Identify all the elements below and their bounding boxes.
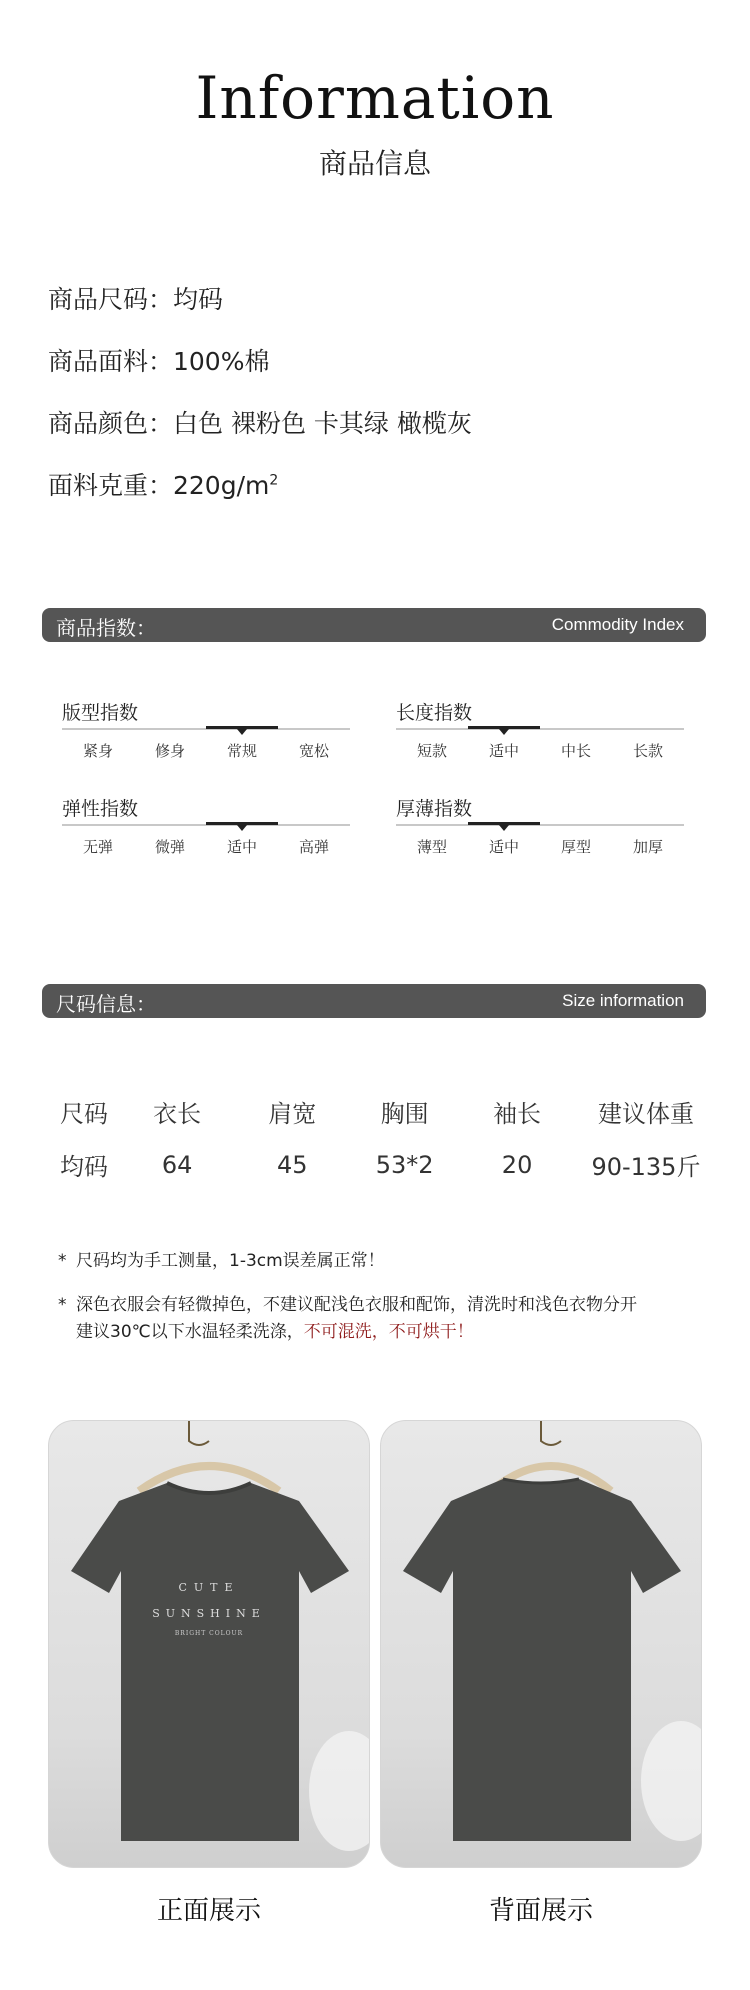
front-photo xyxy=(48,1420,370,1868)
table-cell: 均码 xyxy=(60,1153,108,1181)
table-cell: 64 xyxy=(161,1150,193,1179)
index-title: 厚薄指数 xyxy=(396,798,473,820)
index-option: 修身 xyxy=(154,742,185,760)
index-option: 厚型 xyxy=(560,838,591,856)
index-option: 高弹 xyxy=(298,838,329,856)
index-title: 版型指数 xyxy=(62,702,139,724)
table-cell: 45 xyxy=(276,1150,308,1179)
note-washing-line1: 深色衣服会有轻微掉色，不建议配浅色衣服和配饰，清洗时和浅色衣物分开 xyxy=(76,1295,637,1315)
index-option: 紧身 xyxy=(82,742,113,760)
product-info-list xyxy=(48,280,472,528)
info-weight-superscript: 2 xyxy=(269,472,279,489)
index-track xyxy=(62,728,350,730)
info-weight-text: 面料克重：220g/m xyxy=(48,471,270,500)
index-option: 适中 xyxy=(226,838,257,856)
index-options xyxy=(62,836,372,857)
table-cell: 53*2 xyxy=(375,1150,434,1179)
index-option: 适中 xyxy=(488,838,519,856)
info-colors: 商品颜色：白色 裸粉色 卡其绿 橄榄灰 xyxy=(48,409,472,438)
index-marker-icon xyxy=(237,729,247,735)
index-marker-icon xyxy=(499,825,509,831)
size-info-title-en: Size information xyxy=(562,991,684,1010)
index-option: 宽松 xyxy=(298,742,329,760)
index-block xyxy=(62,698,372,761)
note-star: * xyxy=(58,1251,67,1271)
header-cell: 胸围 xyxy=(380,1100,429,1128)
size-info-bar xyxy=(42,984,706,1018)
note-star: * xyxy=(58,1295,67,1315)
commodity-index-title-cn: 商品指数： xyxy=(56,616,156,640)
commodity-index-bar xyxy=(42,608,706,642)
index-track xyxy=(62,824,350,826)
note-measurement xyxy=(58,1248,385,1275)
info-weight xyxy=(48,466,472,528)
index-options xyxy=(62,740,372,761)
index-option: 常规 xyxy=(226,742,257,760)
front-photo-label: 正面展示 xyxy=(156,1896,261,1926)
note-measurement-text: 尺码均为手工测量，1-3cm误差属正常！ xyxy=(76,1251,385,1271)
note-washing-line2-text: 建议30℃以下水温轻柔洗涤， xyxy=(76,1322,304,1342)
commodity-index-title-en: Commodity Index xyxy=(551,615,684,634)
index-option: 加厚 xyxy=(632,838,663,856)
index-block xyxy=(396,698,706,761)
header-cell: 肩宽 xyxy=(268,1100,317,1128)
index-option: 中长 xyxy=(560,742,591,760)
index-option: 适中 xyxy=(488,742,519,760)
index-track xyxy=(396,728,684,730)
index-block xyxy=(396,794,706,857)
table-cell: 90-135斤 xyxy=(591,1153,701,1181)
back-photo xyxy=(380,1420,702,1868)
index-marker-icon xyxy=(237,825,247,831)
note-washing-line2 xyxy=(76,1319,637,1346)
info-size: 商品尺码：均码 xyxy=(48,285,224,314)
index-options xyxy=(396,836,706,857)
size-info-title-cn: 尺码信息： xyxy=(56,992,156,1016)
index-options xyxy=(396,740,706,761)
header-cell: 衣长 xyxy=(153,1100,202,1128)
index-marker-icon xyxy=(499,729,509,735)
index-option: 长款 xyxy=(632,742,663,760)
front-print-cute: CUTE xyxy=(178,1581,240,1594)
page-title-cn: 商品信息 xyxy=(318,147,431,180)
index-title: 弹性指数 xyxy=(62,798,139,820)
size-table xyxy=(40,1085,720,1191)
index-option: 短款 xyxy=(416,742,447,760)
header-cell: 尺码 xyxy=(60,1100,108,1128)
back-photo-label: 背面展示 xyxy=(488,1896,593,1926)
table-cell: 20 xyxy=(501,1150,533,1179)
size-table-header xyxy=(40,1085,720,1138)
back-tshirt-image xyxy=(381,1421,702,1868)
info-fabric: 商品面料：100%棉 xyxy=(48,347,270,376)
note-warning: 不可混洗，不可烘干！ xyxy=(303,1322,474,1342)
index-track xyxy=(396,824,684,826)
index-block xyxy=(62,794,372,857)
header-cell: 建议体重 xyxy=(597,1100,694,1128)
page-title-en: Information xyxy=(195,64,555,132)
note-washing xyxy=(58,1292,637,1346)
index-option: 薄型 xyxy=(416,838,447,856)
index-option: 微弹 xyxy=(154,838,185,856)
front-tshirt-image xyxy=(49,1421,370,1868)
front-print-sunshine: SUNSHINE xyxy=(152,1607,266,1620)
front-print-bright-colour: BRIGHT COLOUR xyxy=(174,1630,244,1637)
index-option: 无弹 xyxy=(82,838,113,856)
table-row xyxy=(40,1138,720,1191)
index-title: 长度指数 xyxy=(396,702,473,724)
header-cell: 袖长 xyxy=(493,1100,542,1128)
